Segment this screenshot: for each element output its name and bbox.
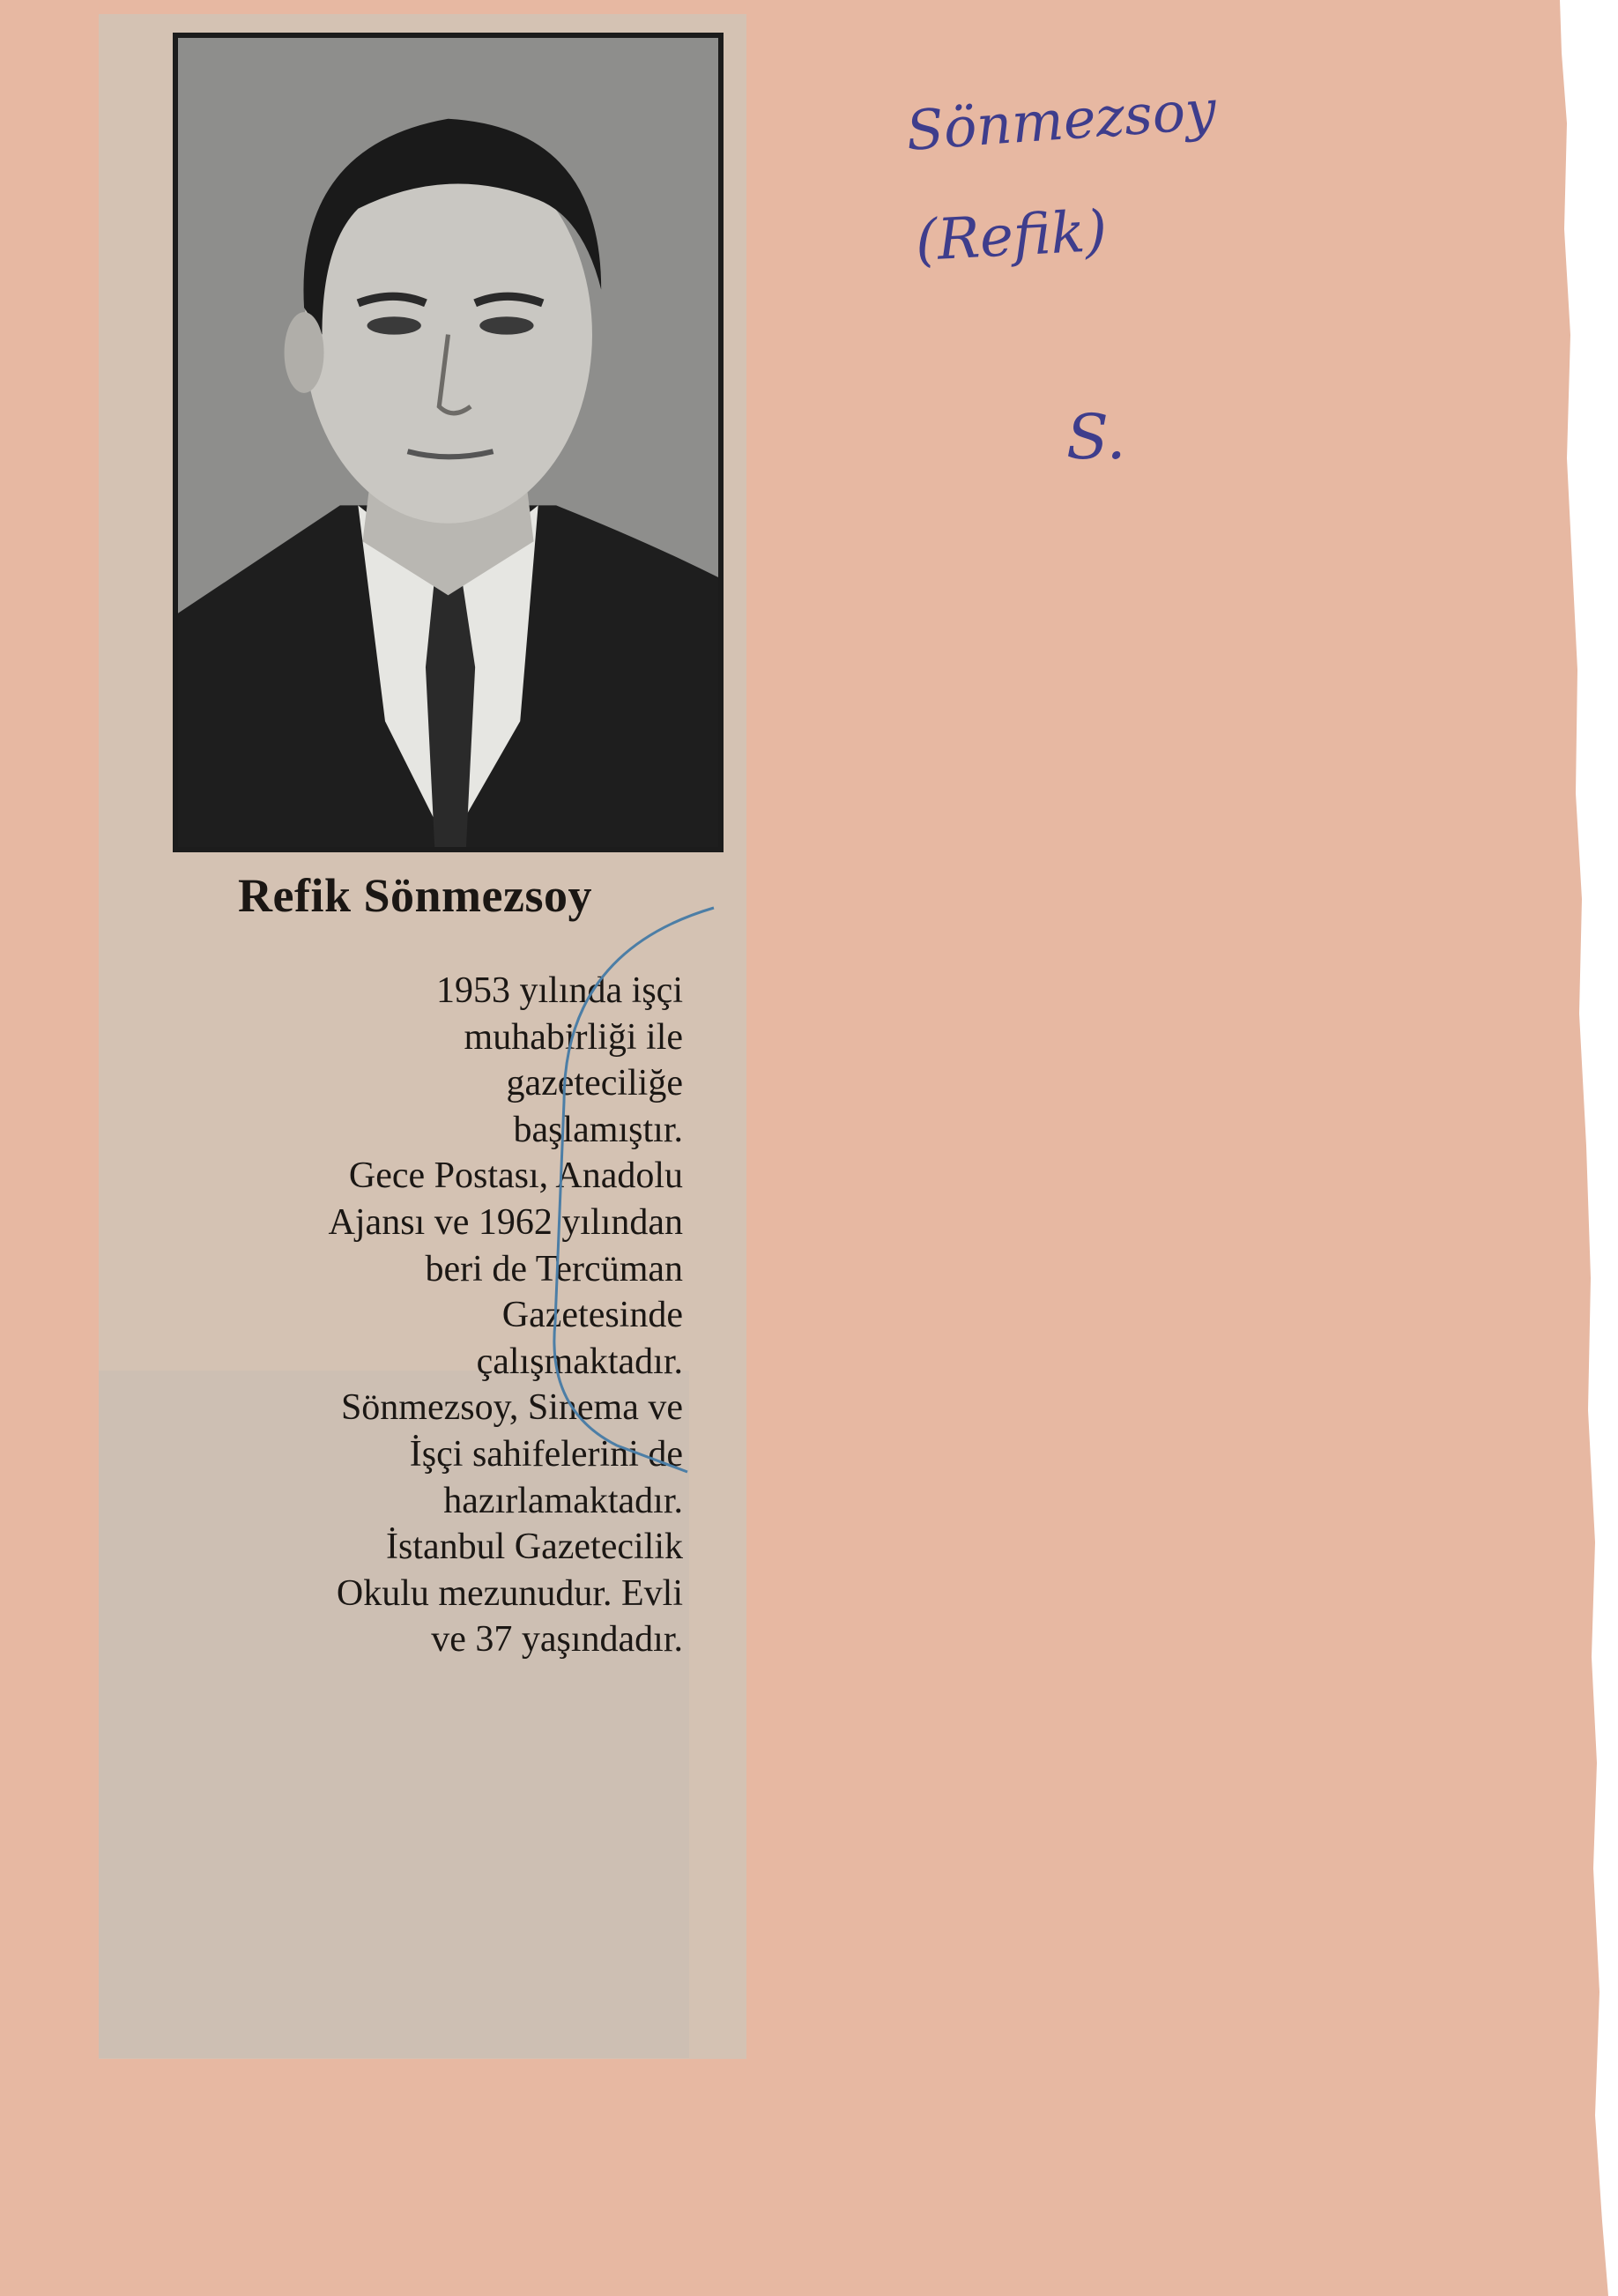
portrait-photo-frame xyxy=(173,33,724,852)
bio-line: beri de Tercüman xyxy=(425,1248,683,1289)
bio-line: gazeteciliğe xyxy=(506,1063,683,1104)
portrait-photo xyxy=(178,38,718,847)
handwritten-initial: S. xyxy=(1066,401,1126,473)
handwritten-note xyxy=(881,71,1322,494)
bio-line: başlamıştır. xyxy=(513,1109,683,1150)
bio-line: İşçi sahifelerini de xyxy=(409,1433,683,1475)
bio-line: Gazetesinde xyxy=(501,1295,683,1336)
bio-line: muhabirliği ile xyxy=(464,1016,683,1058)
handwritten-surname: Sönmezsoy xyxy=(903,77,1219,163)
bio-line: Gece Postası, Anadolu xyxy=(348,1155,683,1197)
bio-line: hazırlamaktadır. xyxy=(443,1480,683,1521)
biography-text xyxy=(172,968,683,1663)
bio-line: ve 37 yaşındadır. xyxy=(431,1619,683,1661)
bio-line: çalışmaktadır. xyxy=(476,1341,683,1382)
bio-line: İstanbul Gazetecilik xyxy=(385,1527,683,1568)
bio-line: Sönmezsoy, Sinema ve xyxy=(340,1387,683,1429)
bio-line: Ajansı ve 1962 yılından xyxy=(328,1201,683,1243)
person-name-heading: Refik Sönmezsoy xyxy=(238,869,592,922)
bio-line: 1953 yılında işçi xyxy=(436,970,683,1011)
bio-line: Okulu mezunudur. Evli xyxy=(336,1572,683,1614)
handwritten-given-name: (Refik) xyxy=(913,198,1110,274)
